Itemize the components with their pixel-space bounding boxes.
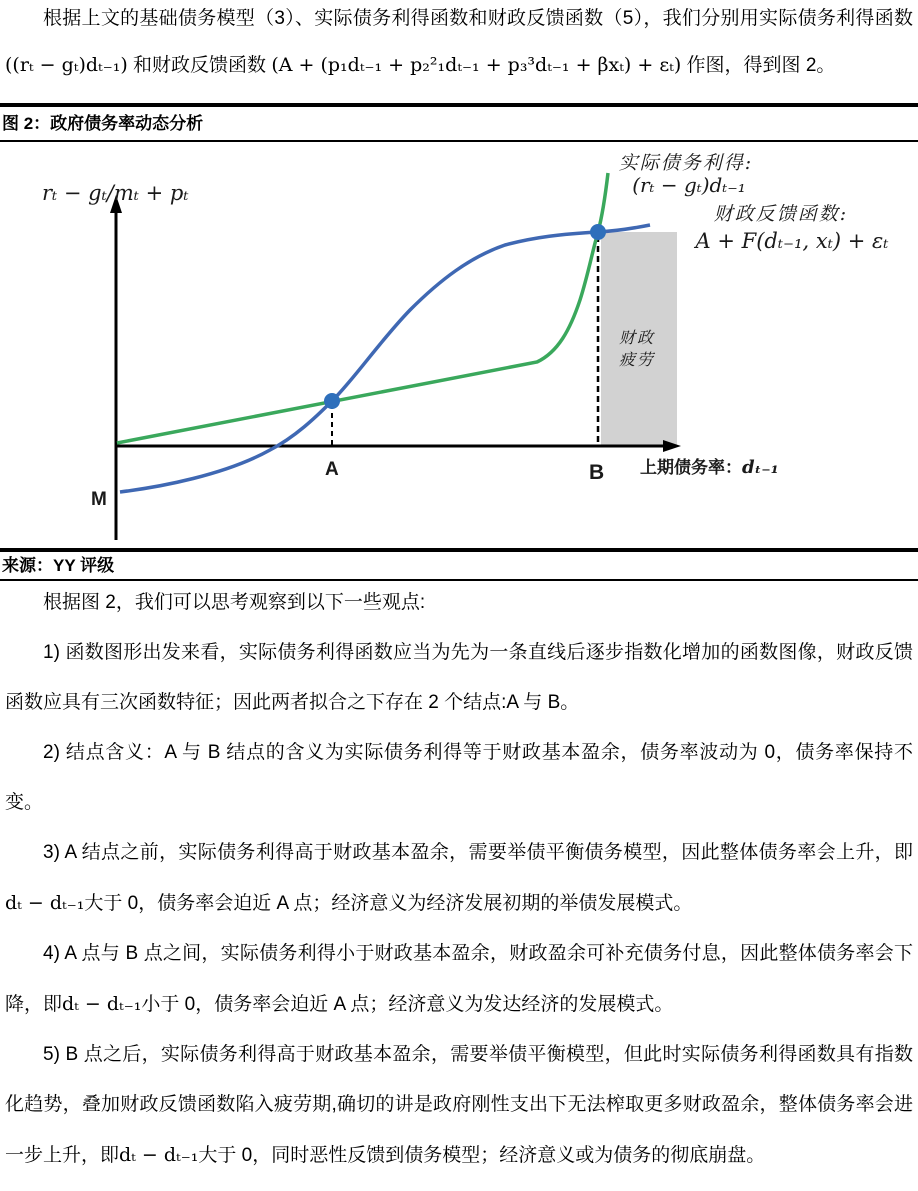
green-curve-annotation-title: 实际债务利得: — [618, 152, 754, 174]
paragraph-intro — [5, 578, 913, 628]
paragraph-point3 — [5, 828, 913, 929]
inline-formula: dₜ − dₜ₋₁ — [62, 993, 142, 1015]
paragraph-point2 — [5, 728, 913, 828]
paragraph-point5 — [5, 1030, 913, 1181]
figure-header — [0, 103, 918, 142]
text-run: 3) A 结点之前，实际债务利得高于财政基本盈余，需要举债平衡债务模型，因此整体债务率会上升，即 — [43, 842, 913, 863]
analysis-text — [5, 578, 913, 1181]
text-run: 作图，得到图 2。 — [681, 55, 836, 76]
blue-curve-annotation-formula: A + F(dₜ₋₁, xₜ) + εₜ — [695, 229, 889, 253]
figure-title: 图 2：政府债务率动态分析 — [2, 114, 204, 133]
point-b-label: B — [589, 461, 605, 484]
blue-curve-annotation-title: 财政反馈函数: — [713, 203, 849, 225]
fatigue-label-line2: 疲劳 — [618, 350, 656, 369]
blue-fiscal-feedback-curve — [120, 225, 650, 492]
y-axis-label: rₜ − gₜ/mₜ + pₜ — [42, 181, 189, 205]
inline-formula: dₜ − dₜ₋₁ — [5, 892, 85, 914]
text-run: 5) B 点之后，实际债务利得高于财政基本盈余，需要举债平衡模型，但此时实际债务利得函数具有指数化趋势，叠加财政反馈函数陷入疲劳期,确切的讲是政府刚性支出下无法榨取更多财政盈余，整体债务率会进一步上升，即 — [5, 1044, 913, 1166]
green-debt-gain-curve — [117, 173, 608, 443]
inline-formula: dₜ − dₜ₋₁ — [119, 1144, 199, 1166]
point-b-dot — [590, 224, 606, 240]
text-run: 根据上文的基础债务模型（3）、实际债务利得函数和财政反馈函数（5），我们分别用实际债务利得函数 — [43, 8, 913, 29]
text-run: 4) A 点与 B 点之间，实际债务利得小于财政基本盈余，财政盈余可补充债务付息，因此整体债务率会下降，即 — [5, 943, 913, 1015]
point-a-dot — [324, 393, 340, 409]
inline-formula: (A + (p₁dₜ₋₁ + p₂²₁dₜ₋₁ + p₃³dₜ₋₁ + βxₜ) + εₜ) — [271, 54, 682, 76]
text-run: 大于 0，债务率会迫近 A 点；经济意义为经济发展初期的举债发展模式。 — [84, 893, 693, 914]
text-run: 和财政反馈函数 — [127, 55, 272, 76]
fatigue-label-line1: 财政 — [618, 328, 656, 347]
text-run: 大于 0，同时恶性反馈到债务模型；经济意义或为债务的彻底崩盘。 — [198, 1145, 766, 1166]
m-label: M — [91, 489, 107, 510]
inline-formula: ((rₜ − gₜ)dₜ₋₁) — [5, 54, 128, 76]
paragraph-point4 — [5, 929, 913, 1030]
figure-source-bar — [0, 548, 918, 581]
paragraph-point1 — [5, 628, 913, 728]
text-run: 2) 结点含义：A 与 B 结点的含义为实际债务利得等于财政基本盈余，债务率波动为 0，债务率保持不变。 — [5, 742, 913, 813]
text-run: 小于 0，债务率会迫近 A 点；经济意义为发达经济的发展模式。 — [141, 994, 674, 1015]
figure-source: 来源：YY 评级 — [2, 556, 115, 575]
text-run: 1) 函数图形出发来看，实际债务利得函数应当为先为一条直线后逐步指数化增加的函数图像，财政反馈函数应具有三次函数特征；因此两者拟合之下存在 2 个结点:A 与 B。 — [5, 642, 913, 713]
x-axis-label: 上期债务率：dₜ₋₁ — [640, 457, 779, 478]
figure-chart — [0, 140, 918, 550]
point-a-label: A — [325, 459, 339, 480]
intro-paragraph — [5, 0, 913, 89]
green-curve-annotation-formula: (rₜ − gₜ)dₜ₋₁ — [632, 173, 746, 197]
text-run: 根据图 2，我们可以思考观察到以下一些观点: — [43, 592, 426, 613]
